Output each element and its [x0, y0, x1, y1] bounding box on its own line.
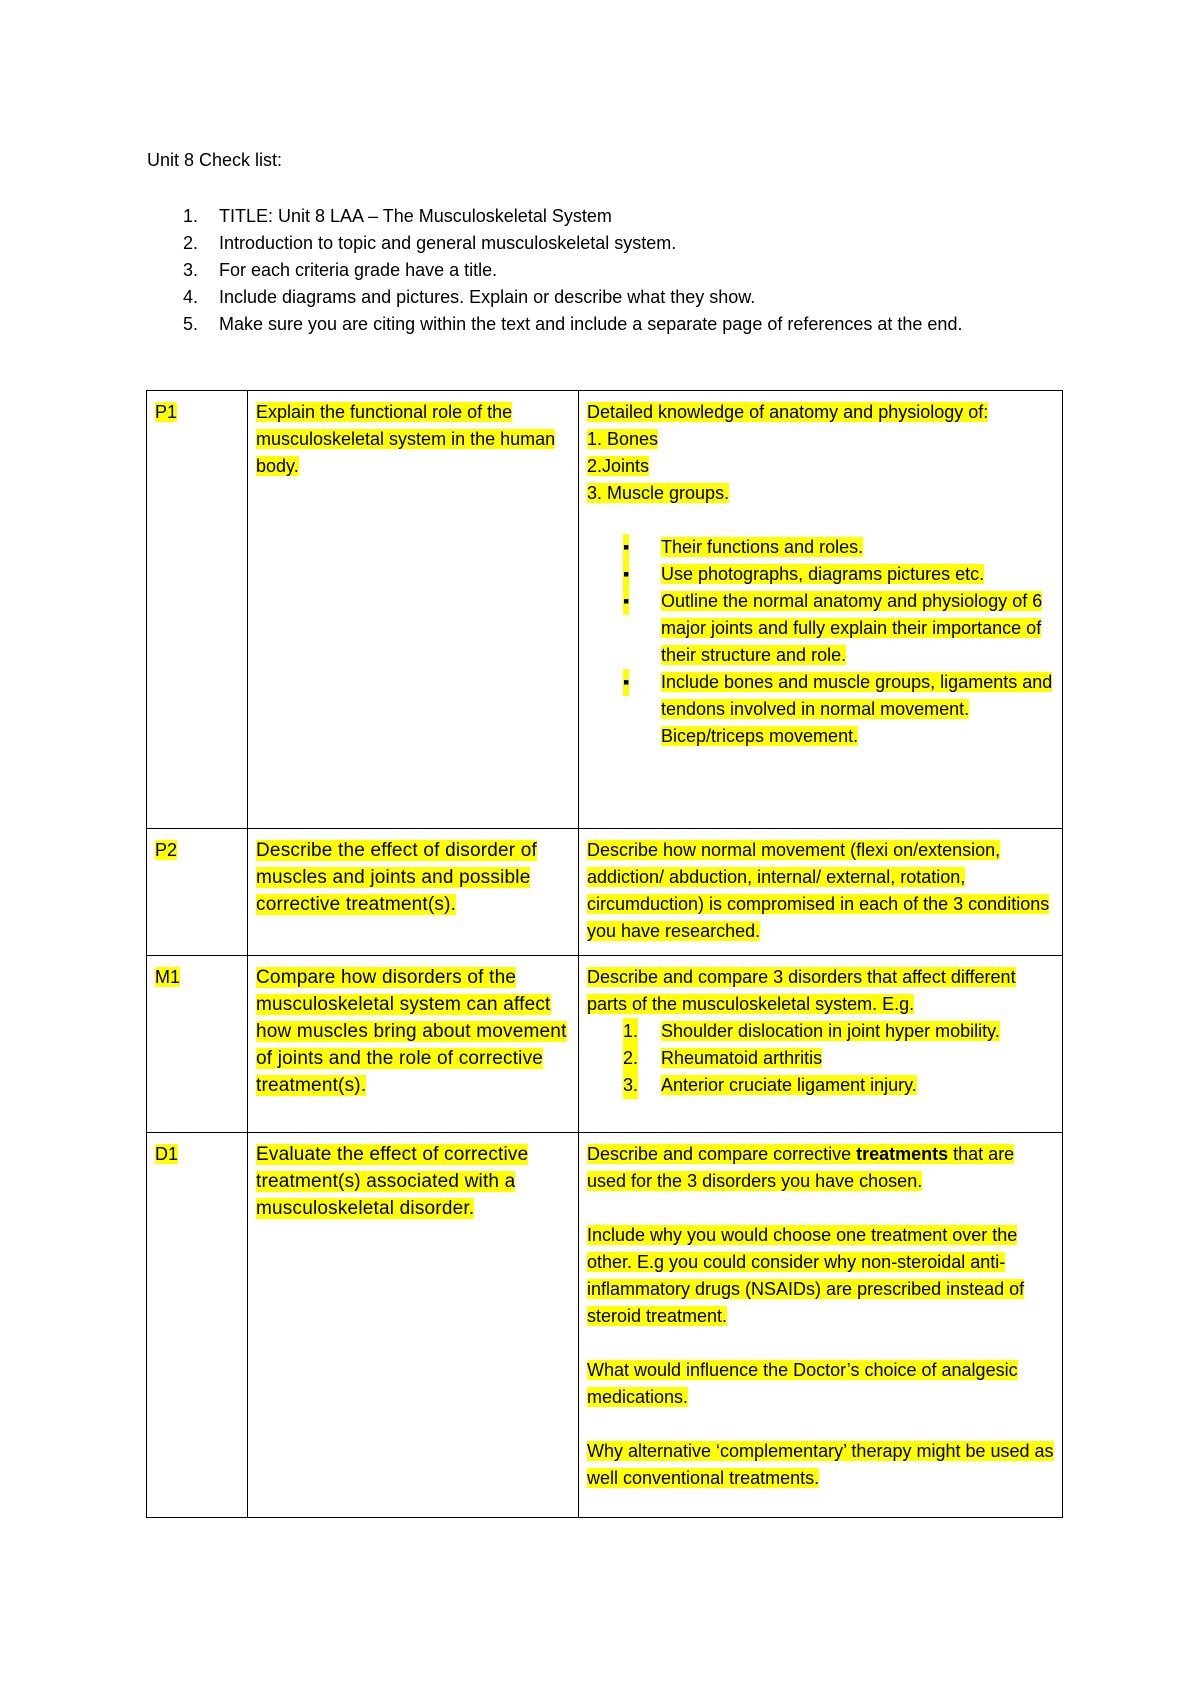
intro-list: [147, 203, 1047, 338]
list-number: 5.: [183, 314, 199, 334]
grade-cell: [147, 1133, 248, 1518]
grade-cell: [147, 829, 248, 956]
list-text: Shoulder dislocation in joint hyper mobility.: [661, 1021, 1000, 1041]
list-text: Make sure you are citing within the text and include a separate page of references at the end.: [219, 314, 963, 334]
list-number: 1.: [623, 1018, 638, 1045]
list-item: [623, 534, 1054, 561]
guidance-line: Detailed knowledge of anatomy and physiology of:: [587, 402, 989, 422]
list-item: [147, 257, 1047, 284]
table-row-d1: [147, 1133, 1063, 1518]
guidance-bold-text: treatments: [856, 1144, 949, 1164]
grade-label: P1: [155, 402, 178, 422]
list-text: Anterior cruciate ligament injury.: [661, 1075, 917, 1095]
list-item: [147, 284, 1047, 311]
list-item: [623, 1045, 1054, 1072]
square-bullet-icon: ▪: [623, 588, 629, 615]
guidance-text: What would influence the Doctor’s choice of analgesic medications.: [587, 1360, 1018, 1407]
grade-label: P2: [155, 840, 178, 860]
list-text: TITLE: Unit 8 LAA – The Musculoskeletal System: [219, 206, 612, 226]
list-item: [623, 561, 1054, 588]
list-text: Introduction to topic and general musculoskeletal system.: [219, 233, 677, 253]
guidance-text: Describe and compare 3 disorders that affect different parts of the musculoskeletal system. E.g.: [587, 967, 1016, 1014]
criterion-text: Evaluate the effect of corrective treatment(s) associated with a musculoskeletal disorder.: [256, 1144, 529, 1219]
criterion-cell: [248, 829, 579, 956]
criterion-text: Explain the functional role of the musculoskeletal system in the human body.: [256, 402, 556, 476]
list-text: Include diagrams and pictures. Explain or describe what they show.: [219, 287, 756, 307]
criterion-cell: [248, 956, 579, 1133]
grade-label: M1: [155, 967, 181, 987]
list-item: [147, 203, 1047, 230]
bullet-text: Include bones and muscle groups, ligaments and tendons involved in normal movement. Bicep/triceps movement.: [661, 672, 1053, 746]
list-number: 1.: [183, 206, 199, 226]
disorder-list: [587, 1018, 1054, 1099]
square-bullet-icon: ▪: [623, 669, 629, 696]
criterion-cell: [248, 391, 579, 829]
list-item: [623, 669, 1054, 750]
guidance-cell: [579, 956, 1063, 1133]
list-text: Rheumatoid arthritis: [661, 1048, 823, 1068]
list-text: For each criteria grade have a title.: [219, 260, 498, 280]
grade-label: D1: [155, 1144, 179, 1164]
list-item: [623, 1018, 1054, 1045]
list-number: 2.: [183, 233, 199, 253]
square-bullet-icon: ▪: [623, 561, 629, 588]
guidance-text: that are used for the 3 disorders you have chosen.: [587, 1144, 1015, 1191]
list-number: 4.: [183, 287, 199, 307]
list-number: 2.: [623, 1045, 638, 1072]
bullet-text: Outline the normal anatomy and physiology of 6 major joints and fully explain their importance of their structure and role.: [661, 591, 1043, 665]
guidance-cell: [579, 391, 1063, 829]
guidance-text: Describe how normal movement (flexi on/extension, addiction/ abduction, internal/ external, rotation, circumduction) is compromised in each of the 3 conditions you have researched.: [587, 840, 1050, 941]
guidance-cell: [579, 1133, 1063, 1518]
criteria-table: [146, 390, 1063, 1518]
grade-cell: [147, 391, 248, 829]
list-item: [147, 311, 1047, 338]
list-number: 3.: [623, 1072, 638, 1099]
table-row-p1: [147, 391, 1063, 829]
criterion-cell: [248, 1133, 579, 1518]
list-item: [147, 230, 1047, 257]
table-row-m1: [147, 956, 1063, 1133]
list-item: [623, 588, 1054, 669]
list-item: [623, 1072, 1054, 1099]
criterion-text: Describe the effect of disorder of muscles and joints and possible corrective treatment(s).: [256, 840, 538, 915]
table-row-p2: [147, 829, 1063, 956]
guidance-text: Include why you would choose one treatment over the other. E.g you could consider why non-steroidal anti-inflammatory drugs (NSAIDs) are prescribed instead of steroid treatment.: [587, 1225, 1025, 1326]
document-title: Unit 8 Check list:: [147, 150, 283, 170]
grade-cell: [147, 956, 248, 1133]
square-bullet-icon: ▪: [623, 534, 629, 561]
guidance-text: Describe and compare corrective: [587, 1144, 857, 1164]
guidance-text: Why alternative ‘complementary’ therapy might be used as well conventional treatments.: [587, 1441, 1054, 1488]
guidance-line: 1. Bones: [587, 429, 659, 449]
guidance-cell: [579, 829, 1063, 956]
bullet-text: Use photographs, diagrams pictures etc.: [661, 564, 985, 584]
bullet-list: [587, 534, 1054, 750]
criterion-text: Compare how disorders of the musculoskeletal system can affect how muscles bring about movement of joints and the role of corrective treatment(s).: [256, 967, 567, 1096]
guidance-line: 2.Joints: [587, 456, 650, 476]
list-number: 3.: [183, 260, 199, 280]
guidance-line: 3. Muscle groups.: [587, 483, 730, 503]
bullet-text: Their functions and roles.: [661, 537, 864, 557]
